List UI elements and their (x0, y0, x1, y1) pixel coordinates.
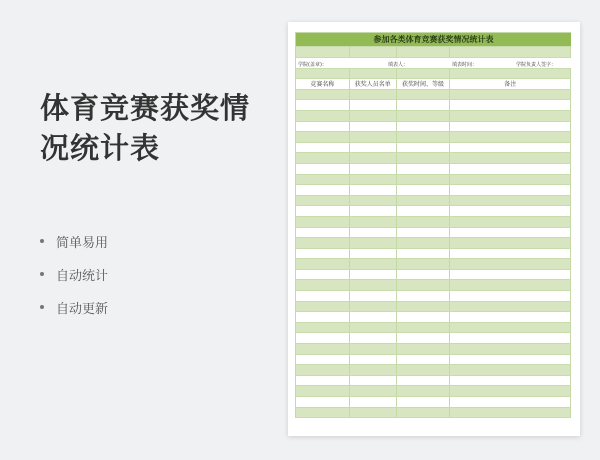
table-cell (397, 344, 451, 354)
table-cell (450, 90, 571, 100)
table-cell (296, 365, 350, 375)
table-spacer-row (296, 69, 571, 80)
table-row (296, 365, 571, 376)
table-row (296, 376, 571, 387)
table-cell (450, 333, 571, 343)
table-cell (397, 175, 451, 185)
table-cell (397, 153, 451, 163)
info-filler: 填表人： (388, 61, 409, 68)
table-cell (450, 408, 571, 418)
bullet-dot-icon (40, 239, 44, 243)
table-cell (296, 132, 350, 142)
table-cell (350, 100, 397, 110)
table-cell (296, 323, 350, 333)
table-cell (397, 386, 451, 396)
table-row (296, 397, 571, 408)
table-cell (350, 344, 397, 354)
table-cell (397, 333, 451, 343)
table-cell (397, 280, 451, 290)
table-cell (450, 397, 571, 407)
table-row (296, 333, 571, 344)
table-cell (296, 397, 350, 407)
table-cell (397, 376, 451, 386)
page-headline (40, 88, 270, 168)
table-cell (296, 344, 350, 354)
column-header: 获奖人员名单 (350, 79, 397, 89)
table-cell (296, 100, 350, 110)
table-cell (450, 111, 571, 121)
table-cell (296, 206, 350, 216)
table-row (296, 302, 571, 313)
table-cell (296, 291, 350, 301)
table-cell (397, 228, 451, 238)
table-cell (397, 323, 451, 333)
table-row (296, 175, 571, 186)
table-row (296, 344, 571, 355)
table-row (296, 206, 571, 217)
table-cell (350, 238, 397, 248)
table-cell (450, 153, 571, 163)
table-cell (350, 122, 397, 132)
table-cell (450, 228, 571, 238)
info-leader-sign: 学院负责人签字： (516, 61, 557, 68)
table-cell (397, 206, 451, 216)
column-header: 获奖时间、等级 (397, 79, 451, 89)
info-fill-time: 填表时间： (452, 61, 478, 68)
table-row (296, 100, 571, 111)
table-cell (350, 132, 397, 142)
table-cell (450, 291, 571, 301)
info-college: 学院(盖章)： (298, 61, 327, 68)
table-cell (397, 291, 451, 301)
table-row (296, 90, 571, 101)
spreadsheet-preview (288, 22, 580, 436)
table-cell (350, 185, 397, 195)
table-cell (350, 143, 397, 153)
table-cell (296, 111, 350, 121)
table-cell (397, 408, 451, 418)
table-cell (296, 217, 350, 227)
table-cell (450, 355, 571, 365)
table-cell (450, 365, 571, 375)
table-cell (296, 270, 350, 280)
table-cell (296, 175, 350, 185)
feature-list (40, 232, 108, 331)
table-cell (397, 397, 451, 407)
table-row (296, 312, 571, 323)
table-row (296, 355, 571, 366)
table-cell (450, 122, 571, 132)
table-cell (350, 397, 397, 407)
table-cell (397, 217, 451, 227)
feature-item (40, 265, 108, 283)
table-row (296, 291, 571, 302)
table-cell (350, 386, 397, 396)
table-cell (296, 280, 350, 290)
feature-item (40, 298, 108, 316)
table-row (296, 323, 571, 334)
table-cell (296, 153, 350, 163)
table-cell (450, 386, 571, 396)
table-cell (350, 228, 397, 238)
table-cell (350, 196, 397, 206)
table-cell (397, 249, 451, 259)
table-cell (350, 312, 397, 322)
table-cell (397, 238, 451, 248)
statistics-table (295, 32, 571, 418)
table-cell (296, 259, 350, 269)
feature-label: 自动统计 (56, 268, 109, 284)
table-cell (397, 365, 451, 375)
table-cell (350, 333, 397, 343)
table-row (296, 259, 571, 270)
table-row (296, 386, 571, 397)
table-row (296, 249, 571, 260)
table-cell (397, 185, 451, 195)
table-cell (397, 164, 451, 174)
table-cell (350, 90, 397, 100)
table-cell (296, 228, 350, 238)
headline-line-1: 体育竞赛获奖情 (40, 91, 251, 125)
table-cell (350, 376, 397, 386)
bullet-dot-icon (40, 305, 44, 309)
table-info-row (296, 58, 571, 69)
table-cell (450, 312, 571, 322)
table-cell (397, 132, 451, 142)
table-cell (350, 355, 397, 365)
column-header: 竞赛名称 (296, 79, 350, 89)
table-row (296, 132, 571, 143)
table-cell (397, 355, 451, 365)
table-cell (296, 196, 350, 206)
table-cell (450, 280, 571, 290)
table-cell (450, 259, 571, 269)
table-title (296, 33, 571, 47)
table-cell (296, 376, 350, 386)
table-cell (450, 249, 571, 259)
table-cell (397, 302, 451, 312)
table-row (296, 143, 571, 154)
table-row (296, 185, 571, 196)
table-cell (350, 270, 397, 280)
table-cell (350, 206, 397, 216)
feature-label: 简单易用 (56, 235, 109, 251)
table-cell (397, 270, 451, 280)
table-cell (397, 259, 451, 269)
table-cell (350, 164, 397, 174)
table-row (296, 217, 571, 228)
table-cell (350, 291, 397, 301)
table-cell (350, 408, 397, 418)
table-cell (350, 153, 397, 163)
table-cell (450, 376, 571, 386)
table-header-row (296, 79, 571, 90)
table-cell (397, 196, 451, 206)
table-cell (450, 185, 571, 195)
table-cell (450, 132, 571, 142)
table-cell (397, 312, 451, 322)
table-row (296, 164, 571, 175)
table-cell (296, 249, 350, 259)
table-cell (350, 259, 397, 269)
table-cell (450, 323, 571, 333)
table-cell (296, 408, 350, 418)
bullet-dot-icon (40, 272, 44, 276)
table-cell (350, 365, 397, 375)
table-row (296, 238, 571, 249)
table-title-text: 参加各类体育竞赛获奖情况统计表 (373, 35, 494, 44)
table-cell (450, 143, 571, 153)
table-cell (296, 312, 350, 322)
table-cell (296, 386, 350, 396)
column-header: 备注 (450, 79, 571, 89)
feature-item (40, 232, 108, 250)
table-cell (350, 323, 397, 333)
table-cell (350, 249, 397, 259)
headline-line-2: 况统计表 (40, 131, 161, 165)
table-cell (450, 206, 571, 216)
table-cell (450, 164, 571, 174)
table-cell (450, 238, 571, 248)
table-cell (397, 143, 451, 153)
table-cell (397, 90, 451, 100)
table-row (296, 153, 571, 164)
table-cell (450, 217, 571, 227)
table-cell (450, 344, 571, 354)
table-cell (296, 90, 350, 100)
table-cell (397, 122, 451, 132)
feature-label: 自动更新 (56, 301, 109, 317)
table-cell (450, 270, 571, 280)
table-cell (296, 238, 350, 248)
table-cell (296, 355, 350, 365)
table-cell (397, 100, 451, 110)
table-cell (296, 164, 350, 174)
table-row (296, 122, 571, 133)
table-row (296, 408, 571, 419)
table-cell (450, 100, 571, 110)
table-row (296, 280, 571, 291)
table-cell (350, 217, 397, 227)
table-row (296, 228, 571, 239)
table-cell (397, 111, 451, 121)
table-cell (296, 302, 350, 312)
table-spacer-row (296, 47, 571, 58)
table-cell (350, 280, 397, 290)
table-cell (450, 196, 571, 206)
table-row (296, 196, 571, 207)
table-cell (350, 111, 397, 121)
table-cell (450, 302, 571, 312)
table-cell (296, 333, 350, 343)
table-cell (450, 175, 571, 185)
table-row (296, 111, 571, 122)
table-cell (296, 122, 350, 132)
table-cell (296, 185, 350, 195)
table-cell (296, 143, 350, 153)
table-cell (350, 175, 397, 185)
table-row (296, 270, 571, 281)
table-cell (350, 302, 397, 312)
